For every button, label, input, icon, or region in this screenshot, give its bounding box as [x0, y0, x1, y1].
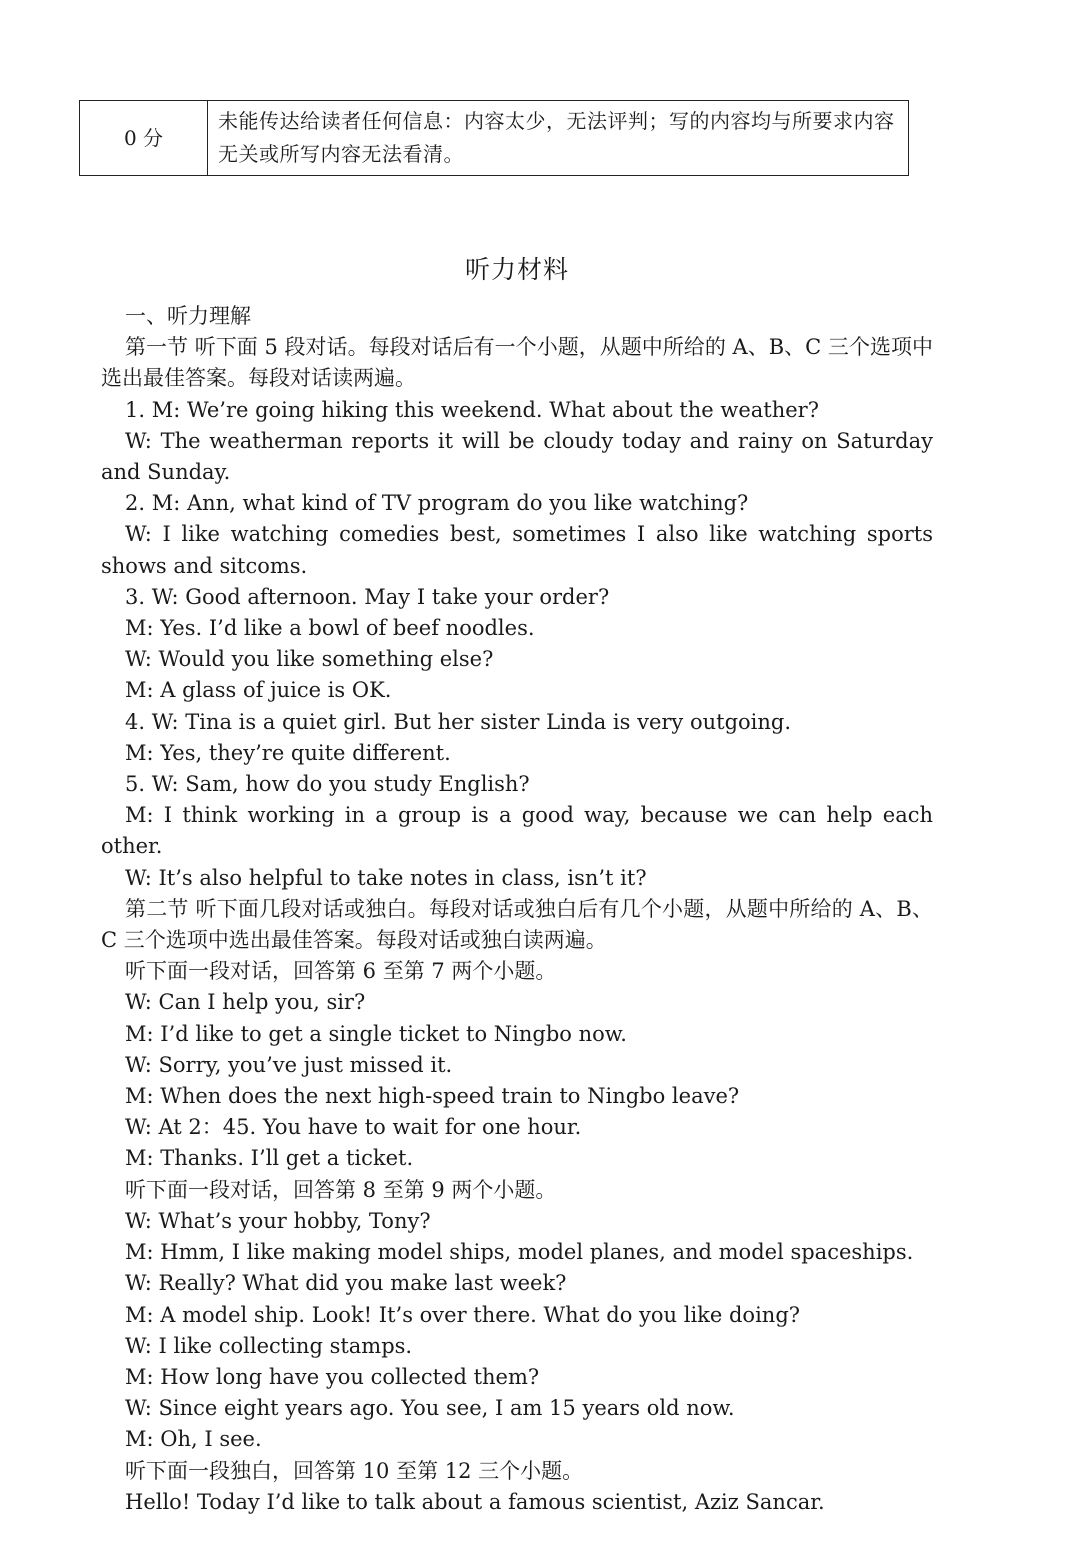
dialogue-line: W: At 2：45. You have to wait for one hour. — [125, 1115, 582, 1140]
dialogue-line: W: What’s your hobby, Tony? — [125, 1208, 431, 1233]
dialogue-line: 5. W: Sam, how do you study English? — [125, 772, 530, 797]
dialogue-line: W: Would you like something else? — [125, 647, 494, 672]
dialogue-line: M: I’d like to get a single ticket to Ningbo now. — [125, 1021, 627, 1046]
section-instruction: 第一节 听下面 5 段对话。每段对话后有一个小题，从题中所给的 A、B、C 三个选项中选出最佳答案。每段对话读两遍。 — [101, 335, 933, 391]
dialogue-line: W: I like watching comedies best, sometimes I also like watching sports shows and sitcoms. — [101, 522, 933, 578]
dialogue-line: M: I think working in a group is a good way, because we can help each other. — [101, 803, 933, 859]
dialogue-line: 4. W: Tina is a quiet girl. But her sister Linda is very outgoing. — [125, 709, 792, 734]
dialogue-line: M: Yes. I’d like a bowl of beef noodles. — [125, 616, 535, 641]
dialogue-line: W: Can I help you, sir? — [125, 990, 366, 1015]
dialogue-line: W: Sorry, you’ve just missed it. — [125, 1052, 453, 1077]
dialogue-line: W: Really? What did you make last week? — [125, 1271, 567, 1296]
dialogue-line: M: A glass of juice is OK. — [125, 678, 392, 703]
dialogue-line: W: It’s also helpful to take notes in class, isn’t it? — [125, 865, 647, 890]
section-heading: 一、听力理解 — [125, 304, 251, 328]
dialogue-line: W: The weatherman reports it will be cloudy today and rainy on Saturday and Sunday. — [101, 428, 933, 485]
dialogue-line: M: Yes, they’re quite different. — [125, 740, 451, 765]
page-title: 听力材料 — [464, 255, 569, 284]
score-cell: 0 分 — [80, 101, 208, 176]
question-instruction: 听下面一段对话，回答第 8 至第 9 两个小题。 — [125, 1177, 557, 1202]
dialogue-line: W: Since eight years ago. You see, I am 15 years old now. — [125, 1396, 735, 1421]
monologue-line: Hello! Today I’d like to talk about a famous scientist, Aziz Sancar. — [125, 1489, 825, 1514]
dialogue-line: M: A model ship. Look! It’s over there. What do you like doing? — [125, 1302, 801, 1327]
dialogue-line: M: Hmm, I like making model ships, model planes, and model spaceships. — [125, 1240, 914, 1265]
dialogue-line: 1. M: We’re going hiking this weekend. What about the weather? — [125, 397, 819, 422]
question-instruction: 听下面一段独白，回答第 10 至第 12 三个小题。 — [125, 1458, 584, 1483]
dialogue-line: M: When does the next high-speed train to Ningbo leave? — [125, 1084, 740, 1109]
dialogue-line: M: How long have you collected them? — [125, 1364, 540, 1389]
dialogue-line: W: I like collecting stamps. — [125, 1333, 413, 1358]
dialogue-line: 2. M: Ann, what kind of TV program do you like watching? — [125, 491, 749, 516]
table-row — [80, 101, 909, 176]
score-description: 未能传达给读者任何信息：内容太少，无法评判；写的内容均与所要求内容无关或所写内容无法看清。 — [208, 101, 909, 176]
question-instruction: 听下面一段对话，回答第 6 至第 7 两个小题。 — [125, 959, 557, 984]
scoring-table — [79, 100, 909, 176]
dialogue-line: M: Oh, I see. — [125, 1427, 262, 1452]
listening-material — [101, 301, 933, 1518]
dialogue-line: M: Thanks. I’ll get a ticket. — [125, 1146, 414, 1171]
dialogue-line: 3. W: Good afternoon. May I take your order? — [125, 584, 610, 609]
section-instruction: 第二节 听下面几段对话或独白。每段对话或独白后有几个小题，从题中所给的 A、B、C 三个选项中选出最佳答案。每段对话或独白读两遍。 — [101, 896, 933, 953]
